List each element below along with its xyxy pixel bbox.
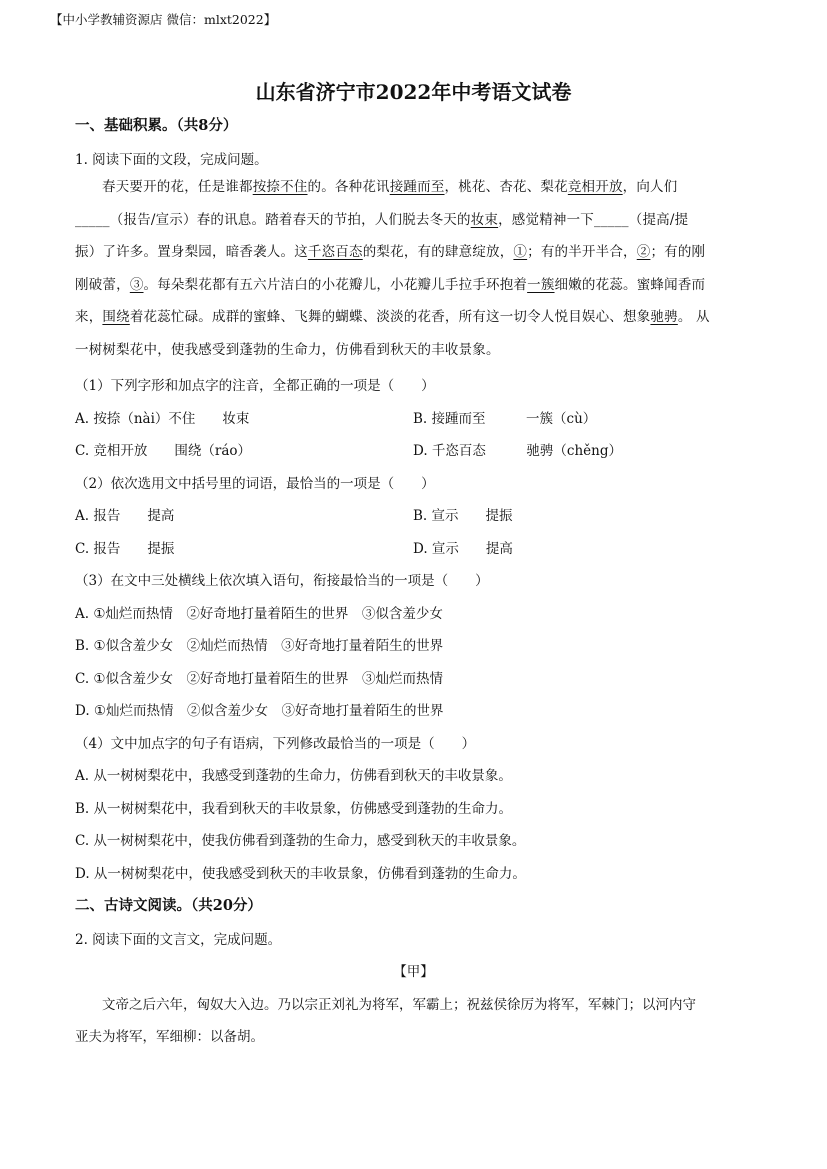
- blank-marker: ①: [513, 244, 528, 261]
- header-note: 【中小学教辅资源店 微信：mlxt2022】: [50, 12, 277, 27]
- option-d: D. 从一树树梨花中，使我感受到秋天的丰收景象，仿佛看到蓬勃的生命力。: [75, 866, 526, 882]
- reading-passage: [75, 171, 755, 367]
- passage-text: 。 从: [677, 309, 710, 326]
- passage-word: 妆束: [470, 211, 499, 228]
- option-d: D. 千恣百态 驰骋（chěng）: [413, 443, 623, 459]
- section-1-heading: 一、基础积累。（共8分）: [75, 117, 238, 134]
- option-c: C. ①似含羞少女 ②好奇地打量着陌生的世界 ③灿烂而热情: [75, 671, 444, 687]
- passage-word: 一簇: [527, 276, 555, 293]
- passage-text: 的梨花，有的肆意绽放，: [362, 244, 514, 261]
- option-d: D. ①灿烂而热情 ②似含羞少女 ③好奇地打量着陌生的世界: [75, 703, 444, 719]
- passage-text: 一树树梨花中，使我感受到蓬勃的生命力，仿佛看到秋天的丰收景象。: [75, 341, 500, 358]
- passage-text: ；有的半开半合，: [527, 244, 637, 261]
- option-c: C. 竞相开放 围绕（ráo）: [75, 443, 252, 459]
- passage-text: 刚破蕾，: [75, 276, 130, 293]
- part-label: 【甲】: [393, 964, 434, 980]
- passage-word: 竞相开放: [567, 179, 623, 195]
- option-a: A. 从一树树梨花中，我感受到蓬勃的生命力，仿佛看到秋天的丰收景象。: [75, 768, 512, 784]
- page-title: 山东省济宁市2022年中考语文试卷: [255, 80, 572, 104]
- option-b: B. 接踵而至 一簇（cù）: [413, 411, 597, 427]
- passage-text: 的。各种花讯: [307, 179, 390, 195]
- option-d: D. 宣示 提高: [413, 541, 513, 557]
- option-a: A. 按捺（nài）不住 妆束: [75, 411, 250, 427]
- passage-word: 按捺不住: [252, 179, 308, 195]
- classical-text-line: 文帝之后六年，匈奴大入边。乃以宗正刘礼为将军，军霸上；祝兹侯徐厉为将军，军棘门；以河内守: [102, 997, 696, 1013]
- option-b: B. 从一树树梨花中，我看到秋天的丰收景象，仿佛感受到蓬勃的生命力。: [75, 801, 513, 817]
- passage-text: ，感觉精神一下_____（提高/提: [498, 211, 689, 228]
- question-1-3-stem: （3）在文中三处横线上依次填入语句，衔接最恰当的一项是（ ）: [75, 573, 489, 589]
- option-a: A. ①灿烂而热情 ②好奇地打量着陌生的世界 ③似含羞少女: [75, 606, 443, 622]
- option-a: A. 报告 提高: [75, 508, 175, 524]
- option-c: C. 从一树树梨花中，使我仿佛看到蓬勃的生命力，感受到秋天的丰收景象。: [75, 833, 526, 849]
- passage-text: 着花蕊忙碌。成群的蜜蜂、飞舞的蝴蝶、淡淡的花香，所有这一切令人悦目娱心、想象: [129, 309, 651, 326]
- blank-marker: ③: [129, 276, 144, 293]
- option-b: B. 宣示 提振: [413, 508, 513, 524]
- classical-text-line: 亚夫为将军，军细柳：以备胡。: [75, 1029, 264, 1045]
- option-c: C. 报告 提振: [75, 541, 175, 557]
- passage-text: 来，: [75, 309, 103, 326]
- passage-text: 。每朵梨花都有五六片洁白的小花瓣儿，小花瓣儿手拉手环抱着: [143, 276, 528, 293]
- passage-text: ，桃花、杏花、梨花: [444, 179, 568, 195]
- question-1-intro: 1. 阅读下面的文段，完成问题。: [75, 152, 268, 168]
- question-1-1-stem: （1）下列字形和加点字的注音，全都正确的一项是（ ）: [75, 378, 435, 394]
- passage-word: 接踵而至: [389, 179, 445, 195]
- passage-text: 振）了许多。置身梨园，暗香袭人。这: [75, 244, 308, 261]
- passage-text: _____（报告/宣示）春的讯息。踏着春天的节拍，人们脱去冬天的: [75, 211, 471, 228]
- section-2-heading: 二、古诗文阅读。（共20分）: [75, 897, 262, 914]
- passage-text: 细嫩的花蕊。蜜蜂闻香而: [554, 276, 706, 293]
- passage-word: 驰骋: [650, 309, 678, 326]
- passage-text: ，向人们: [622, 179, 678, 195]
- blank-marker: ②: [636, 244, 651, 261]
- passage-word: 围绕: [102, 309, 130, 326]
- option-b: B. ①似含羞少女 ②灿烂而热情 ③好奇地打量着陌生的世界: [75, 638, 444, 654]
- passage-text: 春天要开的花，任是谁都: [102, 179, 253, 195]
- question-1-4-stem: （4）文中加点字的句子有语病，下列修改最恰当的一项是（ ）: [75, 736, 476, 752]
- passage-text: ；有的刚: [650, 244, 706, 261]
- question-1-2-stem: （2）依次选用文中括号里的词语，最恰当的一项是（ ）: [75, 476, 435, 492]
- question-2-intro: 2. 阅读下面的文言文，完成问题。: [75, 932, 282, 948]
- passage-word: 千恣百态: [307, 244, 363, 261]
